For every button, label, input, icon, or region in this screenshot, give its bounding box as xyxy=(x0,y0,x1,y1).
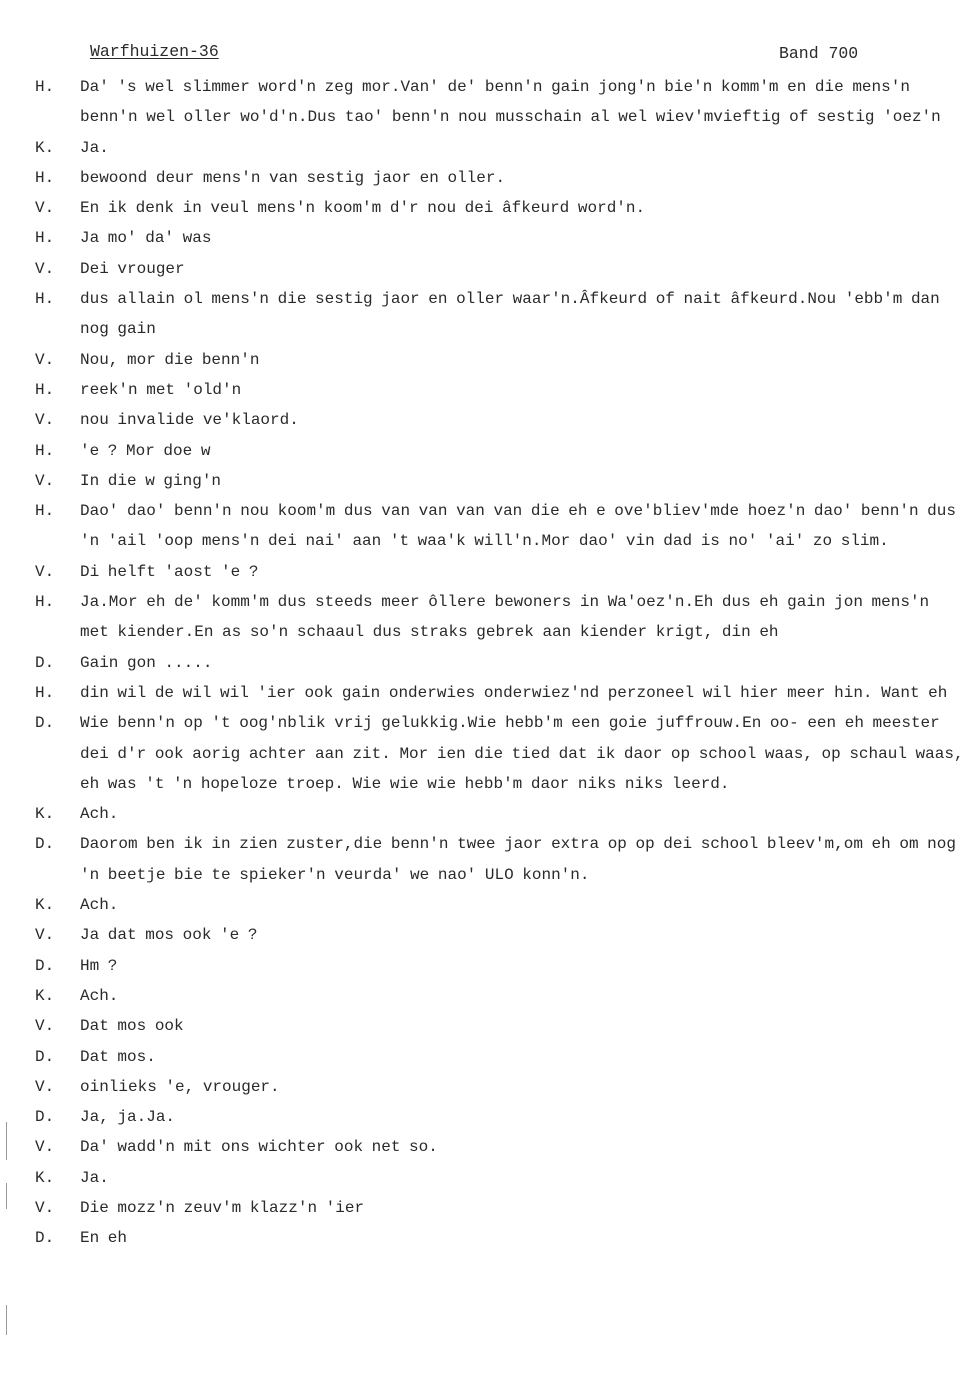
utterance-text: In die w ging'n xyxy=(80,471,222,490)
speaker-label: D. xyxy=(35,1108,55,1127)
speaker-label: H. xyxy=(35,502,55,521)
utterance-text: Da' wadd'n mit ons wichter ook net so. xyxy=(80,1138,438,1157)
utterance-text: Ach. xyxy=(80,896,119,915)
utterance-text: oinlieks 'e, vrouger. xyxy=(80,1077,280,1096)
speaker-label: V. xyxy=(35,1138,55,1157)
margin-line-mark xyxy=(6,1183,7,1209)
speaker-label: H. xyxy=(35,290,55,309)
transcript-turn xyxy=(35,890,966,920)
speaker-label: V. xyxy=(35,259,55,278)
transcript-body xyxy=(35,72,966,1254)
speaker-label: V. xyxy=(35,199,55,218)
transcript-turn xyxy=(35,587,966,648)
transcript-turn xyxy=(35,496,966,557)
utterance-text: din wil de wil wil 'ier ook gain onderwies onderwiez'nd perzoneel wil hier meer hin. Want eh xyxy=(80,683,948,702)
transcript-turn xyxy=(35,920,966,950)
speaker-label: V. xyxy=(35,562,55,581)
speaker-label: V. xyxy=(35,1077,55,1096)
transcript-turn xyxy=(35,951,966,981)
transcript-turn xyxy=(35,981,966,1011)
document-header-title: Warfhuizen-36 xyxy=(90,42,219,61)
speaker-label: H. xyxy=(35,168,55,187)
speaker-label: D. xyxy=(35,1047,55,1066)
transcript-turn xyxy=(35,829,966,890)
transcript-turn xyxy=(35,648,966,678)
speaker-label: H. xyxy=(35,229,55,248)
transcript-turn xyxy=(35,466,966,496)
transcript-turn xyxy=(35,405,966,435)
transcript-turn xyxy=(35,799,966,829)
speaker-label: V. xyxy=(35,350,55,369)
speaker-label: V. xyxy=(35,471,55,490)
utterance-text: Ach. xyxy=(80,986,119,1005)
transcript-turn xyxy=(35,72,966,133)
transcript-turn xyxy=(35,254,966,284)
speaker-label: K. xyxy=(35,896,55,915)
speaker-label: D. xyxy=(35,835,55,854)
utterance-text: Dei vrouger xyxy=(80,259,185,278)
transcript-turn xyxy=(35,1102,966,1132)
transcript-turn xyxy=(35,1193,966,1223)
speaker-label: D. xyxy=(35,956,55,975)
document-header-band: Band 700 xyxy=(779,44,859,63)
utterance-text: Dao' dao' benn'n nou koom'm dus van van van van die eh e ove'bliev'mde hoez'n dao' benn'n dus 'n 'ail 'oop mens'n dei nai' aan 't waa'k will'n.Mor dao' vin dad is no' 'ai' zo slim. xyxy=(80,502,956,551)
speaker-label: D. xyxy=(35,653,55,672)
speaker-label: V. xyxy=(35,1017,55,1036)
utterance-text: Ja mo' da' was xyxy=(80,229,212,248)
utterance-text: Gain gon ..... xyxy=(80,653,213,672)
utterance-text: En eh xyxy=(80,1229,128,1248)
transcript-turn xyxy=(35,163,966,193)
utterance-text: Ja dat mos ook 'e ? xyxy=(80,926,258,945)
speaker-label: K. xyxy=(35,1168,55,1187)
transcript-turn xyxy=(35,223,966,253)
transcript-turn xyxy=(35,708,966,799)
speaker-label: H. xyxy=(35,593,55,612)
utterance-text: bewoond deur mens'n van sestig jaor en oller. xyxy=(80,168,506,187)
transcript-turn xyxy=(35,1011,966,1041)
speaker-label: K. xyxy=(35,138,55,157)
transcript-turn xyxy=(35,1132,966,1162)
speaker-label: D. xyxy=(35,1229,55,1248)
transcript-turn xyxy=(35,345,966,375)
utterance-text: Di helft 'aost 'e ? xyxy=(80,562,259,581)
transcript-turn xyxy=(35,193,966,223)
transcript-turn xyxy=(35,1163,966,1193)
speaker-label: H. xyxy=(35,441,55,460)
utterance-text: reek'n met 'old'n xyxy=(80,380,242,399)
speaker-label: V. xyxy=(35,1198,55,1217)
utterance-text: Ja, ja.Ja. xyxy=(80,1108,176,1127)
utterance-text: Ja. xyxy=(80,138,109,157)
transcript-turn xyxy=(35,375,966,405)
transcript-turn xyxy=(35,1223,966,1253)
utterance-text: Wie benn'n op 't oog'nblik vrij gelukkig.Wie hebb'm een goie juffrouw.En oo- een eh meester dei d'r ook aorig achter aan zit. Mor ien die tied dat ik daor op school waas, op schaul waas, eh was 't 'n hopeloze troep. Wie wie wie hebb'm daor niks niks leerd. xyxy=(80,714,964,793)
utterance-text: Nou, mor die benn'n xyxy=(80,350,260,369)
transcript-turn xyxy=(35,678,966,708)
utterance-text: Daorom ben ik in zien zuster,die benn'n twee jaor extra op op dei school bleev'm,om eh om nog 'n beetje bie te spieker'n veurda' we nao' ULO konn'n. xyxy=(80,835,956,884)
transcript-turn xyxy=(35,436,966,466)
speaker-label: V. xyxy=(35,411,55,430)
transcript-turn xyxy=(35,1072,966,1102)
speaker-label: V. xyxy=(35,926,55,945)
speaker-label: K. xyxy=(35,805,55,824)
transcript-turn xyxy=(35,557,966,587)
transcript-turn xyxy=(35,284,966,345)
margin-line-mark xyxy=(6,1122,7,1160)
utterance-text: Ja.Mor eh de' komm'm dus steeds meer ôllere bewoners in Wa'oez'n.Eh dus eh gain jon mens'n met kiender.En as so'n schaaul dus straks gebrek aan kiender krigt, din eh xyxy=(80,593,930,642)
utterance-text: dus allain ol mens'n die sestig jaor en oller waar'n.Âfkeurd of nait âfkeurd.Nou 'ebb'm dan nog gain xyxy=(80,290,940,339)
utterance-text: Hm ? xyxy=(80,956,118,975)
utterance-text: 'e ? Mor doe w xyxy=(80,441,211,460)
speaker-label: D. xyxy=(35,714,55,733)
utterance-text: Dat mos. xyxy=(80,1047,156,1066)
utterance-text: Da' 's wel slimmer word'n zeg mor.Van' de' benn'n gain jong'n bie'n komm'm en die mens'n benn'n wel oller wo'd'n.Dus tao' benn'n nou musschain al wel wiev'mvieftig of sestig 'oez'n xyxy=(80,78,941,127)
transcript-turn xyxy=(35,133,966,163)
margin-line-mark xyxy=(6,1305,7,1335)
utterance-text: Ja. xyxy=(80,1168,109,1187)
speaker-label: H. xyxy=(35,683,55,702)
speaker-label: H. xyxy=(35,380,55,399)
utterance-text: Dat mos ook xyxy=(80,1017,184,1036)
utterance-text: nou invalide ve'klaord. xyxy=(80,411,299,430)
speaker-label: K. xyxy=(35,986,55,1005)
speaker-label: H. xyxy=(35,78,55,96)
utterance-text: Ach. xyxy=(80,805,119,824)
utterance-text: Die mozz'n zeuv'm klazz'n 'ier xyxy=(80,1198,365,1217)
transcript-turn xyxy=(35,1042,966,1072)
utterance-text: En ik denk in veul mens'n koom'm d'r nou dei âfkeurd word'n. xyxy=(80,199,646,218)
